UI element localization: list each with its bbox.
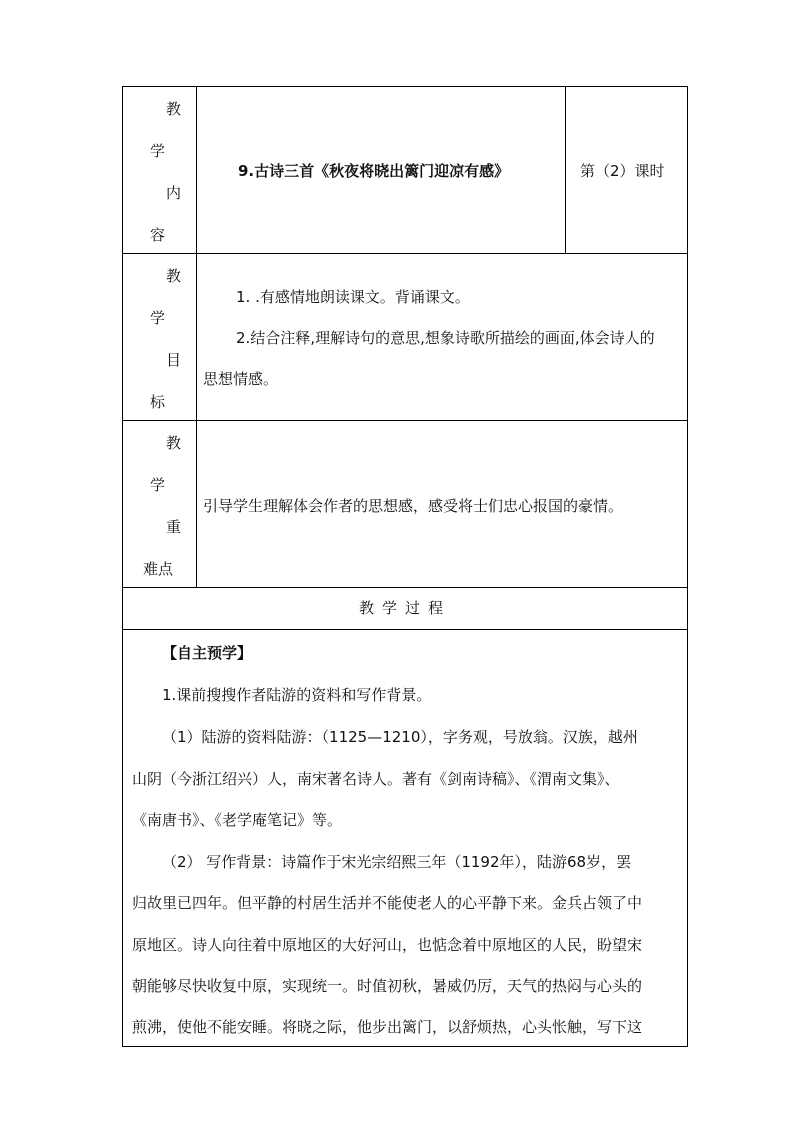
- key-points-label-char: 难点: [143, 560, 174, 578]
- process-line: （1）陆游的资料陆游：（1125—1210），字务观，号放翁。汉族，越州: [162, 728, 638, 746]
- key-points-label-char: 重: [166, 518, 182, 536]
- table-border-bottom: [122, 1046, 688, 1047]
- goals-label-char: 学: [150, 309, 166, 327]
- goals-label-char: 教: [166, 267, 182, 285]
- goal-line: 1. .有感情地朗读课文。背诵课文。: [236, 288, 470, 306]
- table-border-top: [122, 86, 688, 87]
- table-border-row1: [122, 253, 688, 254]
- process-line: 煎沸，使他不能安睡。将晓之际，他步出篱门，以舒烦热，心头怅触，写下这: [132, 1018, 643, 1036]
- key-points-text: 引导学生理解体会作者的思想感，感受将士们忠心报国的豪情。: [203, 497, 624, 515]
- content-label-char: 容: [150, 226, 166, 244]
- goal-line: 思想情感。: [203, 370, 279, 388]
- goals-label-char: 标: [150, 393, 166, 411]
- key-points-label-char: 学: [150, 476, 166, 494]
- process-line: 山阴（今浙江绍兴）人，南宋著名诗人。著有《剑南诗稿》、《渭南文集》、: [132, 770, 620, 788]
- table-border-row3: [122, 587, 688, 588]
- section-title: 【自主预学】: [162, 644, 253, 662]
- content-label-char: 学: [150, 142, 166, 160]
- lesson-title: 9.古诗三首《秋夜将晓出篱门迎凉有感》: [238, 162, 510, 180]
- teaching-process-header: 教学过程: [358, 599, 451, 617]
- table-border-right: [687, 86, 688, 1047]
- process-line: 归故里已四年。但平静的村居生活并不能使老人的心平静下来。金兵占领了中: [132, 894, 643, 912]
- table-border-row4: [122, 629, 688, 630]
- process-line: （2） 写作背景：诗篇作于宋光宗绍熙三年（1192年），陆游68岁，罢: [162, 853, 632, 871]
- process-line: 原地区。诗人向往着中原地区的大好河山，也惦念着中原地区的人民，盼望宋: [132, 936, 643, 954]
- content-label-char: 内: [166, 184, 182, 202]
- table-border-left: [122, 86, 123, 1047]
- table-divider-label: [196, 86, 197, 587]
- key-points-label-char: 教: [166, 434, 182, 452]
- table-border-row2: [122, 420, 688, 421]
- process-line: 1.课前搜搜作者陆游的资料和写作背景。: [162, 686, 432, 704]
- goals-label-char: 目: [166, 351, 182, 369]
- process-line: 《南唐书》、《老学庵笔记》等。: [132, 811, 343, 829]
- process-line: 朝能够尽快收复中原，实现统一。时值初秋，暑威仍厉，天气的热闷与心头的: [132, 977, 643, 995]
- goal-line: 2.结合注释,理解诗句的意思,想象诗歌所描绘的画面,体会诗人的: [236, 329, 655, 347]
- lesson-period: 第（2）课时: [580, 162, 665, 180]
- table-divider-lesson: [565, 86, 566, 253]
- content-label-char: 教: [166, 100, 182, 118]
